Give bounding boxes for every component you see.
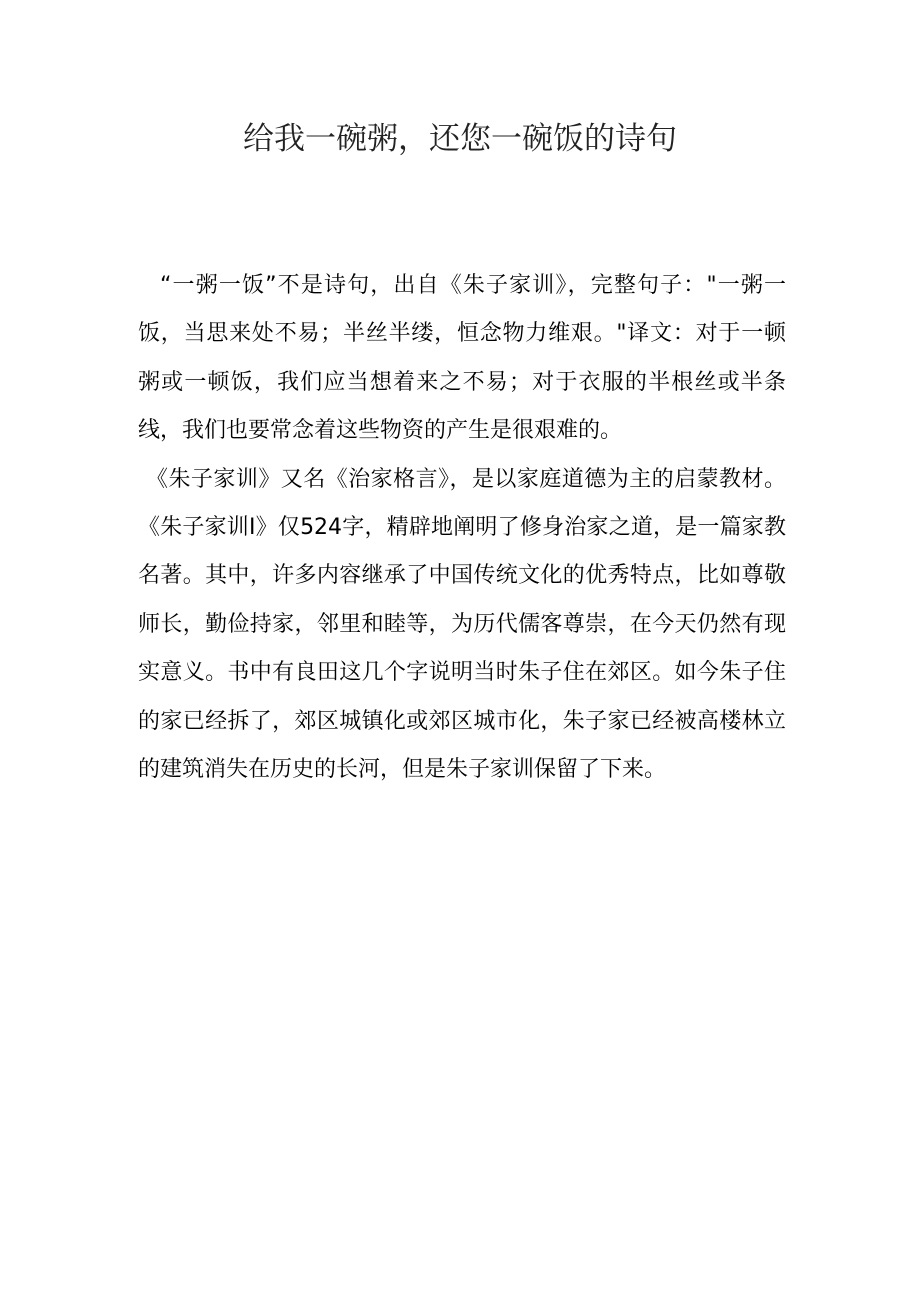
paragraph-1: “一粥一饭”不是诗句，出自《朱子家训》，完整句子："一粥一饭，当思来处不易；半丝半缕，恒念物力维艰。"译文：对于一顿粥或一顿饭，我们应当想着来之不易；对于衣服的半根丝或半条线，我们也要常念着这些物资的产生是很艰难的。 [138, 273, 786, 444]
document-body [138, 262, 786, 794]
document-title: 给我一碗粥，还您一碗饭的诗句 [243, 121, 677, 157]
paragraph-2: 《朱子家训》又名《治家格言》，是以家庭道德为主的启蒙教材。《朱子家训I》仅524字，精辟地阐明了修身治家之道，是一篇家教名著。其中，许多内容继承了中国传统文化的优秀特点，比如尊敬师长，勤俭持家，邻里和睦等，为历代儒客尊崇，在今天仍然有现实意义。书中有良田这几个字说明当时朱子住在郊区。如今朱子住的家已经拆了，郊区城镇化或郊区城市化，朱子家已经被高楼林立的建筑消失在历史的长河，但是朱子家训保留了下来。 [138, 466, 786, 783]
